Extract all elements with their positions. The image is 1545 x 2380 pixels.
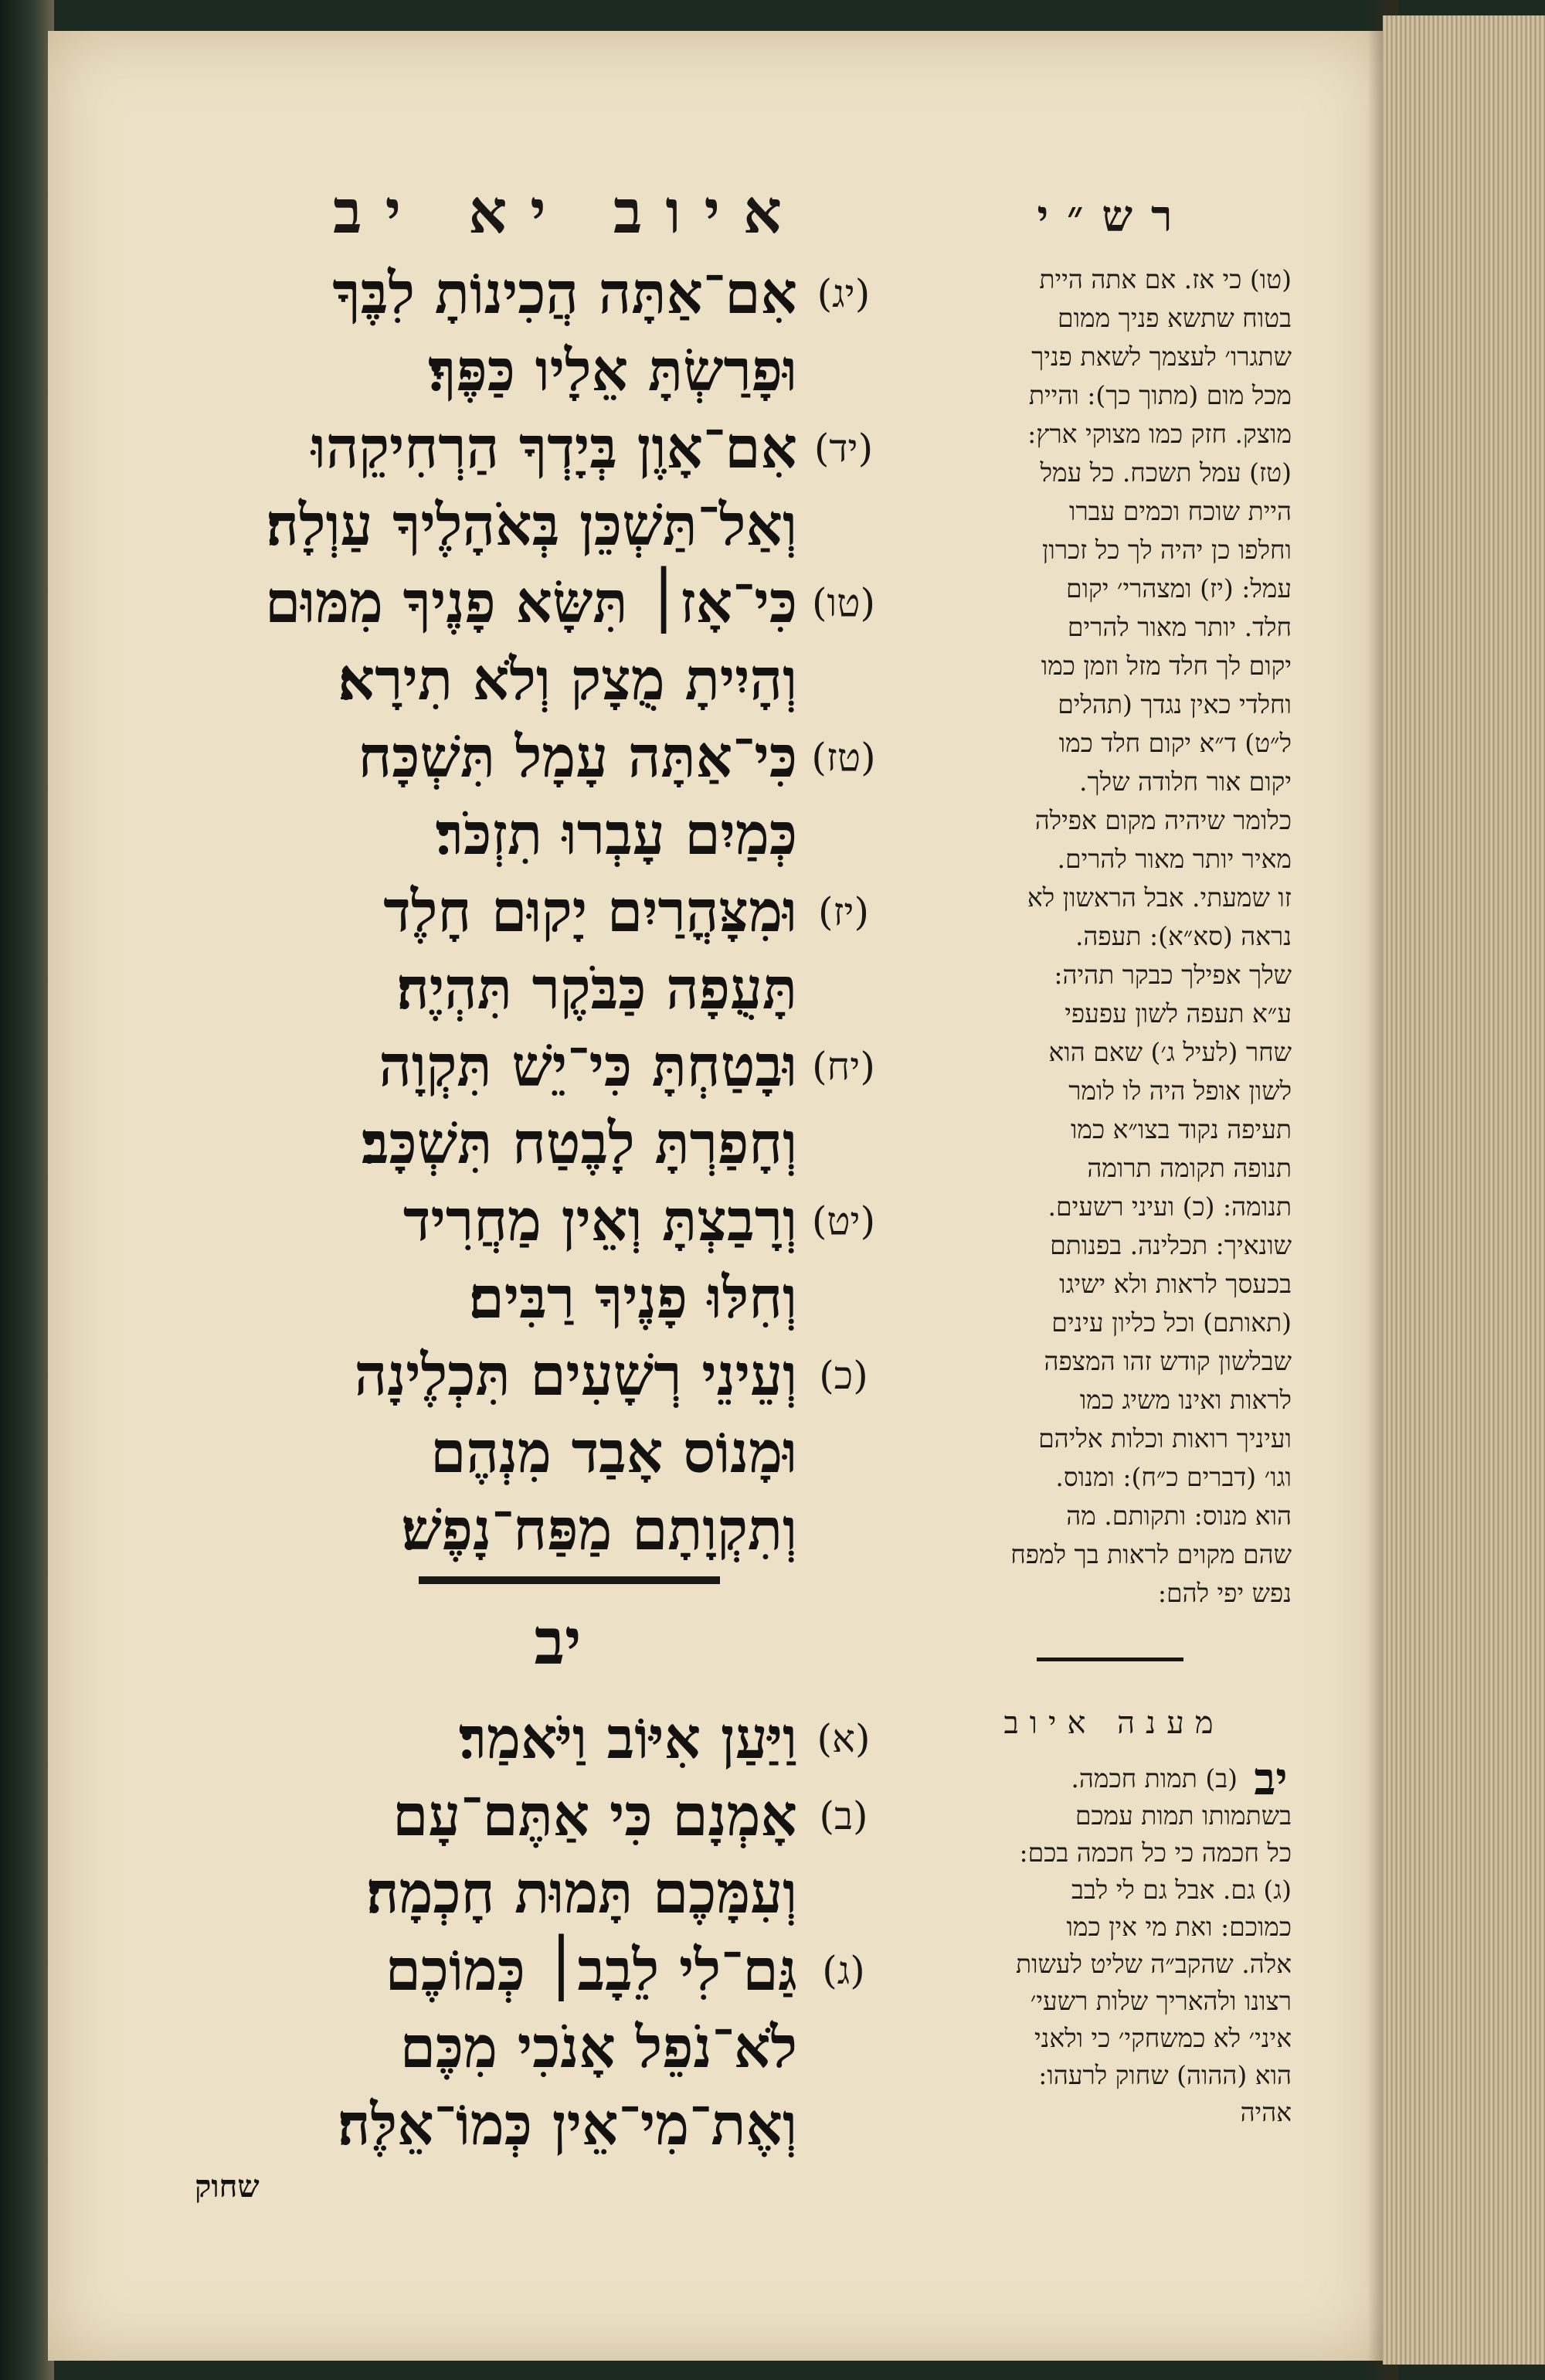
running-head: איוב יא יב [333, 177, 805, 247]
commentary-line: רצונו ולהאריך שלות רשעי׳ [1030, 1986, 1292, 2016]
verse-line: וְאַל־תַּשְׁכֵּן בְּאֹהָלֶיךָ עַוְלָה׃ [266, 492, 797, 559]
verse-line: וּמָנוֹס אָבַד מִנְהֶם [430, 1420, 797, 1486]
verse-number: (א) [817, 1716, 871, 1761]
commentary-line: היית שוכח וכמים עברו [1069, 496, 1292, 526]
book-page [48, 31, 1384, 2361]
commentary-line: אלה. שהקב״ה שליט לעשות [1015, 1949, 1292, 1979]
commentary-line: ועיניך רואות וכלות אליהם [1038, 1423, 1292, 1454]
verse-line: וְהָיִיתָ מֻצָק וְלֹא תִירָא׃ [338, 647, 797, 713]
verse-line: כִּי־אָז׀ תִּשָּׂא פָנֶיךָ מִמּוּם [265, 570, 797, 636]
commentary-line: (תאותם) וכל כליון עינים [1051, 1307, 1292, 1338]
verse-number: (יז) [817, 889, 870, 934]
verse-number: (יח) [812, 1044, 875, 1089]
commentary-line: ע״א תעפה לשון עפעפי [1065, 998, 1292, 1028]
verse-line: וְאֶת־מִי־אֵין כְּמוֹ־אֵלֶּה׃ [337, 2092, 797, 2158]
book-spine [0, 0, 54, 2380]
commentary-line: מוצק. חזק כמו מצוקי ארץ: [1027, 419, 1292, 449]
commentary-line: (טו) כי אז. אם אתה היית [1039, 264, 1292, 294]
commentary-line: שחר (לעיל ג׳) שאם הוא [1048, 1037, 1292, 1067]
page-edges [1383, 15, 1545, 2365]
commentary-heading: רש״י [1037, 191, 1191, 242]
section-heading: מענה איוב [1003, 1705, 1224, 1741]
commentary-line: אהיה [1240, 2097, 1292, 2127]
catchword: שחוק [195, 2168, 260, 2205]
chapter-number: יב [534, 1605, 582, 1679]
commentary-line: (ג) גם. אבל גם לי לבב [1071, 1875, 1292, 1905]
commentary-line: כל חכמה כי כל חכמה בכם: [1019, 1838, 1292, 1868]
commentary-line: מכל מום (מתוך כך): והיית [1028, 380, 1292, 410]
commentary-line: בכעסך לראות ולא ישיגו [1059, 1269, 1292, 1299]
commentary-line: בשתמותו תמות עמכם [1075, 1800, 1292, 1831]
verse-line: אָמְנָם כִּי אַתֶּם־עָם [392, 1783, 797, 1849]
verse-line: וְחִלּוּ פָנֶיךָ רַבִּים׃ [468, 1265, 797, 1331]
commentary-line: בטוח שתשא פניך ממום [1058, 303, 1292, 333]
commentary-line: מאיר יותר מאור להרים. [1057, 844, 1292, 874]
verse-number: (ג) [822, 1948, 865, 1993]
verse-line: וּבָטַחְתָּ כִּי־יֵשׁ תִּקְוָה [379, 1033, 797, 1100]
commentary-line: ל״ט) ד״א יקום חלד כמו [1058, 728, 1292, 758]
verse-number: (יט) [811, 1198, 876, 1243]
commentary-line: וחלפו כן יהיה לך כל זכרון [1041, 535, 1292, 565]
verse-line: וְעִמָּכֶם תָּמוּת חָכְמָה׃ [366, 1860, 797, 1926]
verse-line: כִּי־אַתָּה עָמָל תִּשְׁכָּח [358, 724, 797, 790]
commentary-line: תנומה: (כ) ועיני רשעים. [1048, 1192, 1292, 1222]
commentary-line: (טז) עמל תשכח. כל עמל [1040, 457, 1292, 488]
commentary-line: כלומר שיהיה מקום אפילה [1034, 805, 1292, 835]
commentary-line: שלך אפילך כבקר תהיה: [1054, 960, 1292, 990]
commentary-line: וגו׳ (דברים כ״ח): ומנוס. [1055, 1462, 1292, 1492]
verse-number: (טו) [811, 580, 875, 625]
verse-line: תָּעֻפָה כַּבֹּקֶר תִּהְיֶה׃ [396, 956, 797, 1022]
commentary-line: עמל: (יז) ומצהרי׳ יקום [1066, 573, 1292, 604]
verse-line: אִם־אַתָּה הֲכִינוֹתָ לִבֶּךָ [332, 260, 797, 327]
verse-number: (טז) [811, 735, 876, 780]
verse-line: כְּמַיִם עָבְרוּ תִזְכֹּר׃ [435, 801, 797, 868]
commentary-line: יקום לך חלד מזל וזמן כמו [1041, 651, 1292, 681]
commentary-line: הוא מנוס: ותקותם. מה [1066, 1501, 1292, 1531]
verse-line: וְתִקְוָתָם מַפַּח־נָפֶשׁ׃ [401, 1497, 797, 1563]
commentary-line: נפש יפי להם: [1157, 1578, 1292, 1608]
commentary-line: הוא (ההוה) שחוק לרעהו: [1038, 2060, 1292, 2090]
commentary-line: חלד. יותר מאור להרים [1067, 612, 1292, 642]
commentary-line: יקום אור חלודה שלך. [1078, 767, 1292, 797]
verse-number: (כ) [819, 1353, 868, 1398]
commentary-chapter-number: יב [1254, 1753, 1288, 1805]
commentary-line: שהם מקוים לראות בך למפח [1010, 1539, 1292, 1569]
commentary-line: תעיפה נקוד בצו״א כמו [1070, 1114, 1292, 1144]
verse-line: וְרָבַצְתָּ וְאֵין מַחֲרִיד [402, 1188, 797, 1254]
commentary-line: שונאיך: תכלינה. בפנותם [1050, 1230, 1292, 1260]
verse-number: (יד) [813, 426, 874, 471]
verse-line: וּמִצָּהֳרַיִם יָקוּם חָלֶד [383, 879, 797, 945]
section-divider [419, 1576, 720, 1584]
commentary-line: שתגרו׳ לעצמך לשאת פניך [1031, 342, 1292, 372]
verse-line: וְעֵינֵי רְשָׁעִים תִּכְלֶינָה [354, 1342, 797, 1409]
commentary-line: תנופה תקומה תרומה [1087, 1153, 1292, 1183]
commentary-line: איני׳ לא כמשחקי׳ כי ולאני [1034, 2023, 1292, 2053]
commentary-line: זו שמעתי. אבל הראשון לא [1027, 882, 1292, 913]
verse-number: (יג) [817, 271, 871, 316]
commentary-divider [1037, 1658, 1183, 1661]
verse-number: (ב) [819, 1794, 868, 1838]
commentary-line: וחלדי כאין נגדך (תהלים [1058, 689, 1292, 719]
verse-line: לֹא־נֹפֵל אָנֹכִי מִכֶּם [399, 2014, 797, 2081]
commentary-line: לראות ואינו משיג כמו [1079, 1385, 1292, 1415]
verse-line: וַיַּעַן אִיּוֹב וַיֹּאמַר׃ [458, 1705, 797, 1772]
commentary-line: שבלשון קודש זהו המצפה [1044, 1346, 1292, 1376]
commentary-line: נראה (סא״א): תעפה. [1075, 921, 1292, 951]
verse-line: וְחָפַרְתָּ לָבֶטַח תִּשְׁכָּב׃ [361, 1110, 797, 1177]
commentary-line: (ב) תמות חכמה. [1071, 1763, 1238, 1794]
verse-line: גַּם־לִי לֵבָב׀ כְּמוֹכֶם [385, 1937, 797, 2004]
verse-line: וּפָרַשְׂתָּ אֵלָיו כַּפֶּךָ׃ [428, 338, 797, 404]
commentary-line: לשון אופל היה לו לומר [1068, 1076, 1292, 1106]
verse-line: אִם־אָוֶן בְּיָדְךָ הַרְחִיקֵהוּ [311, 415, 797, 481]
commentary-line: כמוכם: ואת מי אין כמו [1066, 1912, 1292, 1942]
